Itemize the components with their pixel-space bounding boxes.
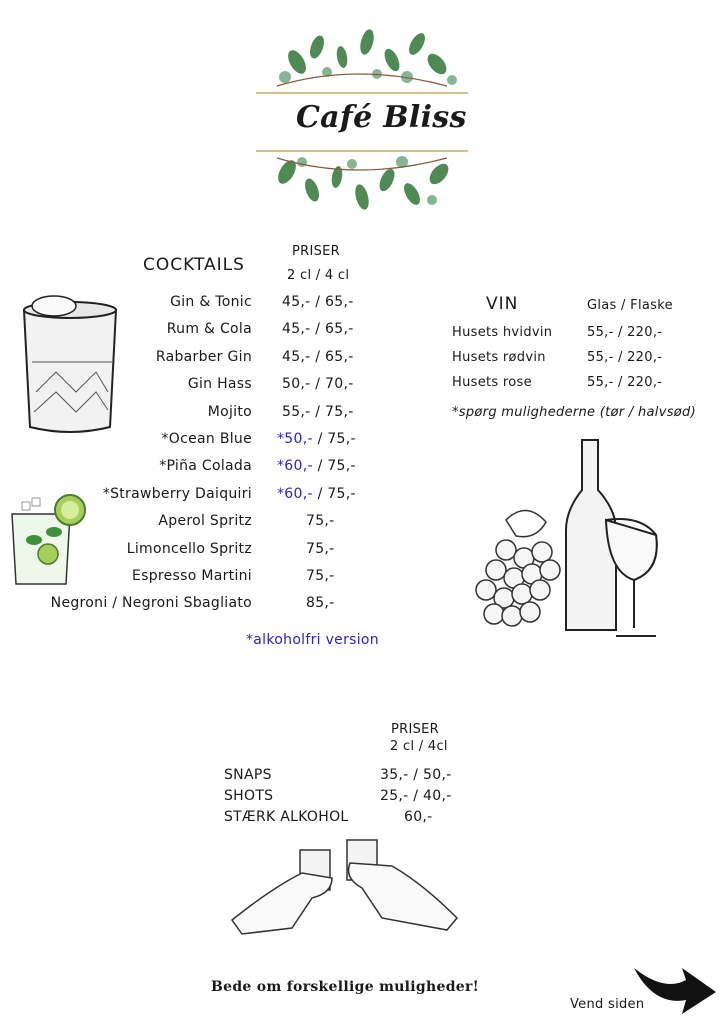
cocktail-name: Limoncello Spritz — [126, 540, 252, 557]
cocktail-price-value: / 75,- — [312, 431, 356, 447]
cocktail-name: Mojito — [207, 403, 252, 420]
cocktails-size-header: 2 cl / 4 cl — [287, 268, 350, 283]
spirit-price: 60,- — [404, 809, 433, 825]
spirit-price: 35,- / 50,- — [380, 767, 452, 783]
cocktail-price — [282, 376, 354, 392]
cocktail-name: Negroni / Negroni Sbagliato — [50, 595, 252, 612]
wine-price: 55,- / 220,- — [587, 375, 663, 390]
cocktail-price — [306, 568, 335, 584]
cocktail-price — [306, 541, 335, 557]
cocktail-price-value: 45,- / 65,- — [282, 294, 354, 310]
cocktail-price — [282, 294, 354, 310]
cocktail-name: Espresso Martini — [131, 568, 252, 584]
spirit-name: STÆRK ALKOHOL — [224, 809, 349, 825]
cocktail-price-value: 50,- / 70,- — [282, 376, 354, 393]
cocktail-name: Rum & Cola — [166, 321, 252, 338]
leaf-wreath-bottom-icon — [257, 152, 467, 222]
toasting-hands-icon — [232, 838, 462, 938]
spirit-name: SHOTS — [224, 788, 274, 804]
wine-note: *spørg mulighederne (tør / halvsød) — [452, 405, 696, 420]
alcohol-free-footnote: *alkoholfri version — [246, 632, 379, 648]
wine-price: 55,- / 220,- — [587, 325, 663, 340]
cocktail-price — [282, 349, 354, 365]
cocktail-price — [306, 595, 335, 611]
spirit-name: SNAPS — [224, 767, 272, 783]
cocktail-price-value: 75,- — [306, 540, 335, 557]
spirits-size-header: 2 cl / 4cl — [390, 739, 448, 754]
footer-cta: Bede om forskellige muligheder! — [211, 979, 480, 995]
cocktail-price-value: 45,- / 65,- — [282, 348, 354, 365]
cocktails-title: COCKTAILS — [143, 255, 245, 275]
cocktail-name: Gin & Tonic — [170, 294, 252, 310]
wine-price-header: Glas / Flaske — [587, 298, 673, 313]
turn-page-label[interactable]: Vend siden — [570, 997, 645, 1012]
wine-bottle-grapes-icon — [466, 440, 666, 645]
alcohol-free-price: *60,- — [277, 458, 313, 475]
cocktail-name: Aperol Spritz — [158, 513, 252, 530]
leaf-wreath-top-icon — [257, 22, 467, 92]
cocktail-price-value: 75,- — [306, 513, 335, 530]
cocktail-price — [277, 458, 356, 474]
cocktail-price-value: / 75,- — [312, 458, 356, 475]
brand-top-rule — [256, 92, 468, 94]
alcohol-free-price: *50,- — [277, 431, 313, 447]
cocktail-price-value: 85,- — [306, 595, 335, 612]
cocktail-price-value: 45,- / 65,- — [282, 321, 354, 338]
cocktails-price-header: PRISER — [292, 244, 341, 259]
cocktail-price — [277, 431, 356, 447]
wine-name: Husets hvidvin — [452, 325, 553, 340]
wine-title: VIN — [486, 294, 519, 314]
brand-title: Café Bliss — [296, 100, 467, 135]
cocktail-name: Gin Hass — [187, 376, 252, 393]
cocktail-name: *Ocean Blue — [161, 431, 252, 447]
arrow-right-icon[interactable] — [634, 962, 718, 1014]
wine-name: Husets rødvin — [452, 350, 546, 365]
alcohol-free-price: *60,- — [277, 485, 313, 502]
wine-price: 55,- / 220,- — [587, 350, 663, 365]
cocktail-price-value: 55,- / 75,- — [282, 403, 354, 420]
cocktail-price — [277, 486, 356, 502]
cocktail-price — [282, 404, 354, 420]
spirits-price-header: PRISER — [391, 722, 440, 737]
cocktail-name: *Piña Colada — [159, 458, 252, 475]
cocktail-name: *Strawberry Daiquiri — [102, 485, 252, 502]
whisky-glass-icon — [16, 292, 126, 437]
mojito-glass-icon — [8, 492, 88, 587]
cocktail-price-value: 75,- — [306, 568, 335, 584]
wine-name: Husets rose — [452, 375, 532, 390]
cocktail-price — [306, 513, 335, 529]
cocktail-price — [282, 321, 354, 337]
cocktail-name: Rabarber Gin — [155, 348, 252, 365]
cocktail-price-value: / 75,- — [312, 485, 356, 502]
spirit-price: 25,- / 40,- — [380, 788, 452, 804]
